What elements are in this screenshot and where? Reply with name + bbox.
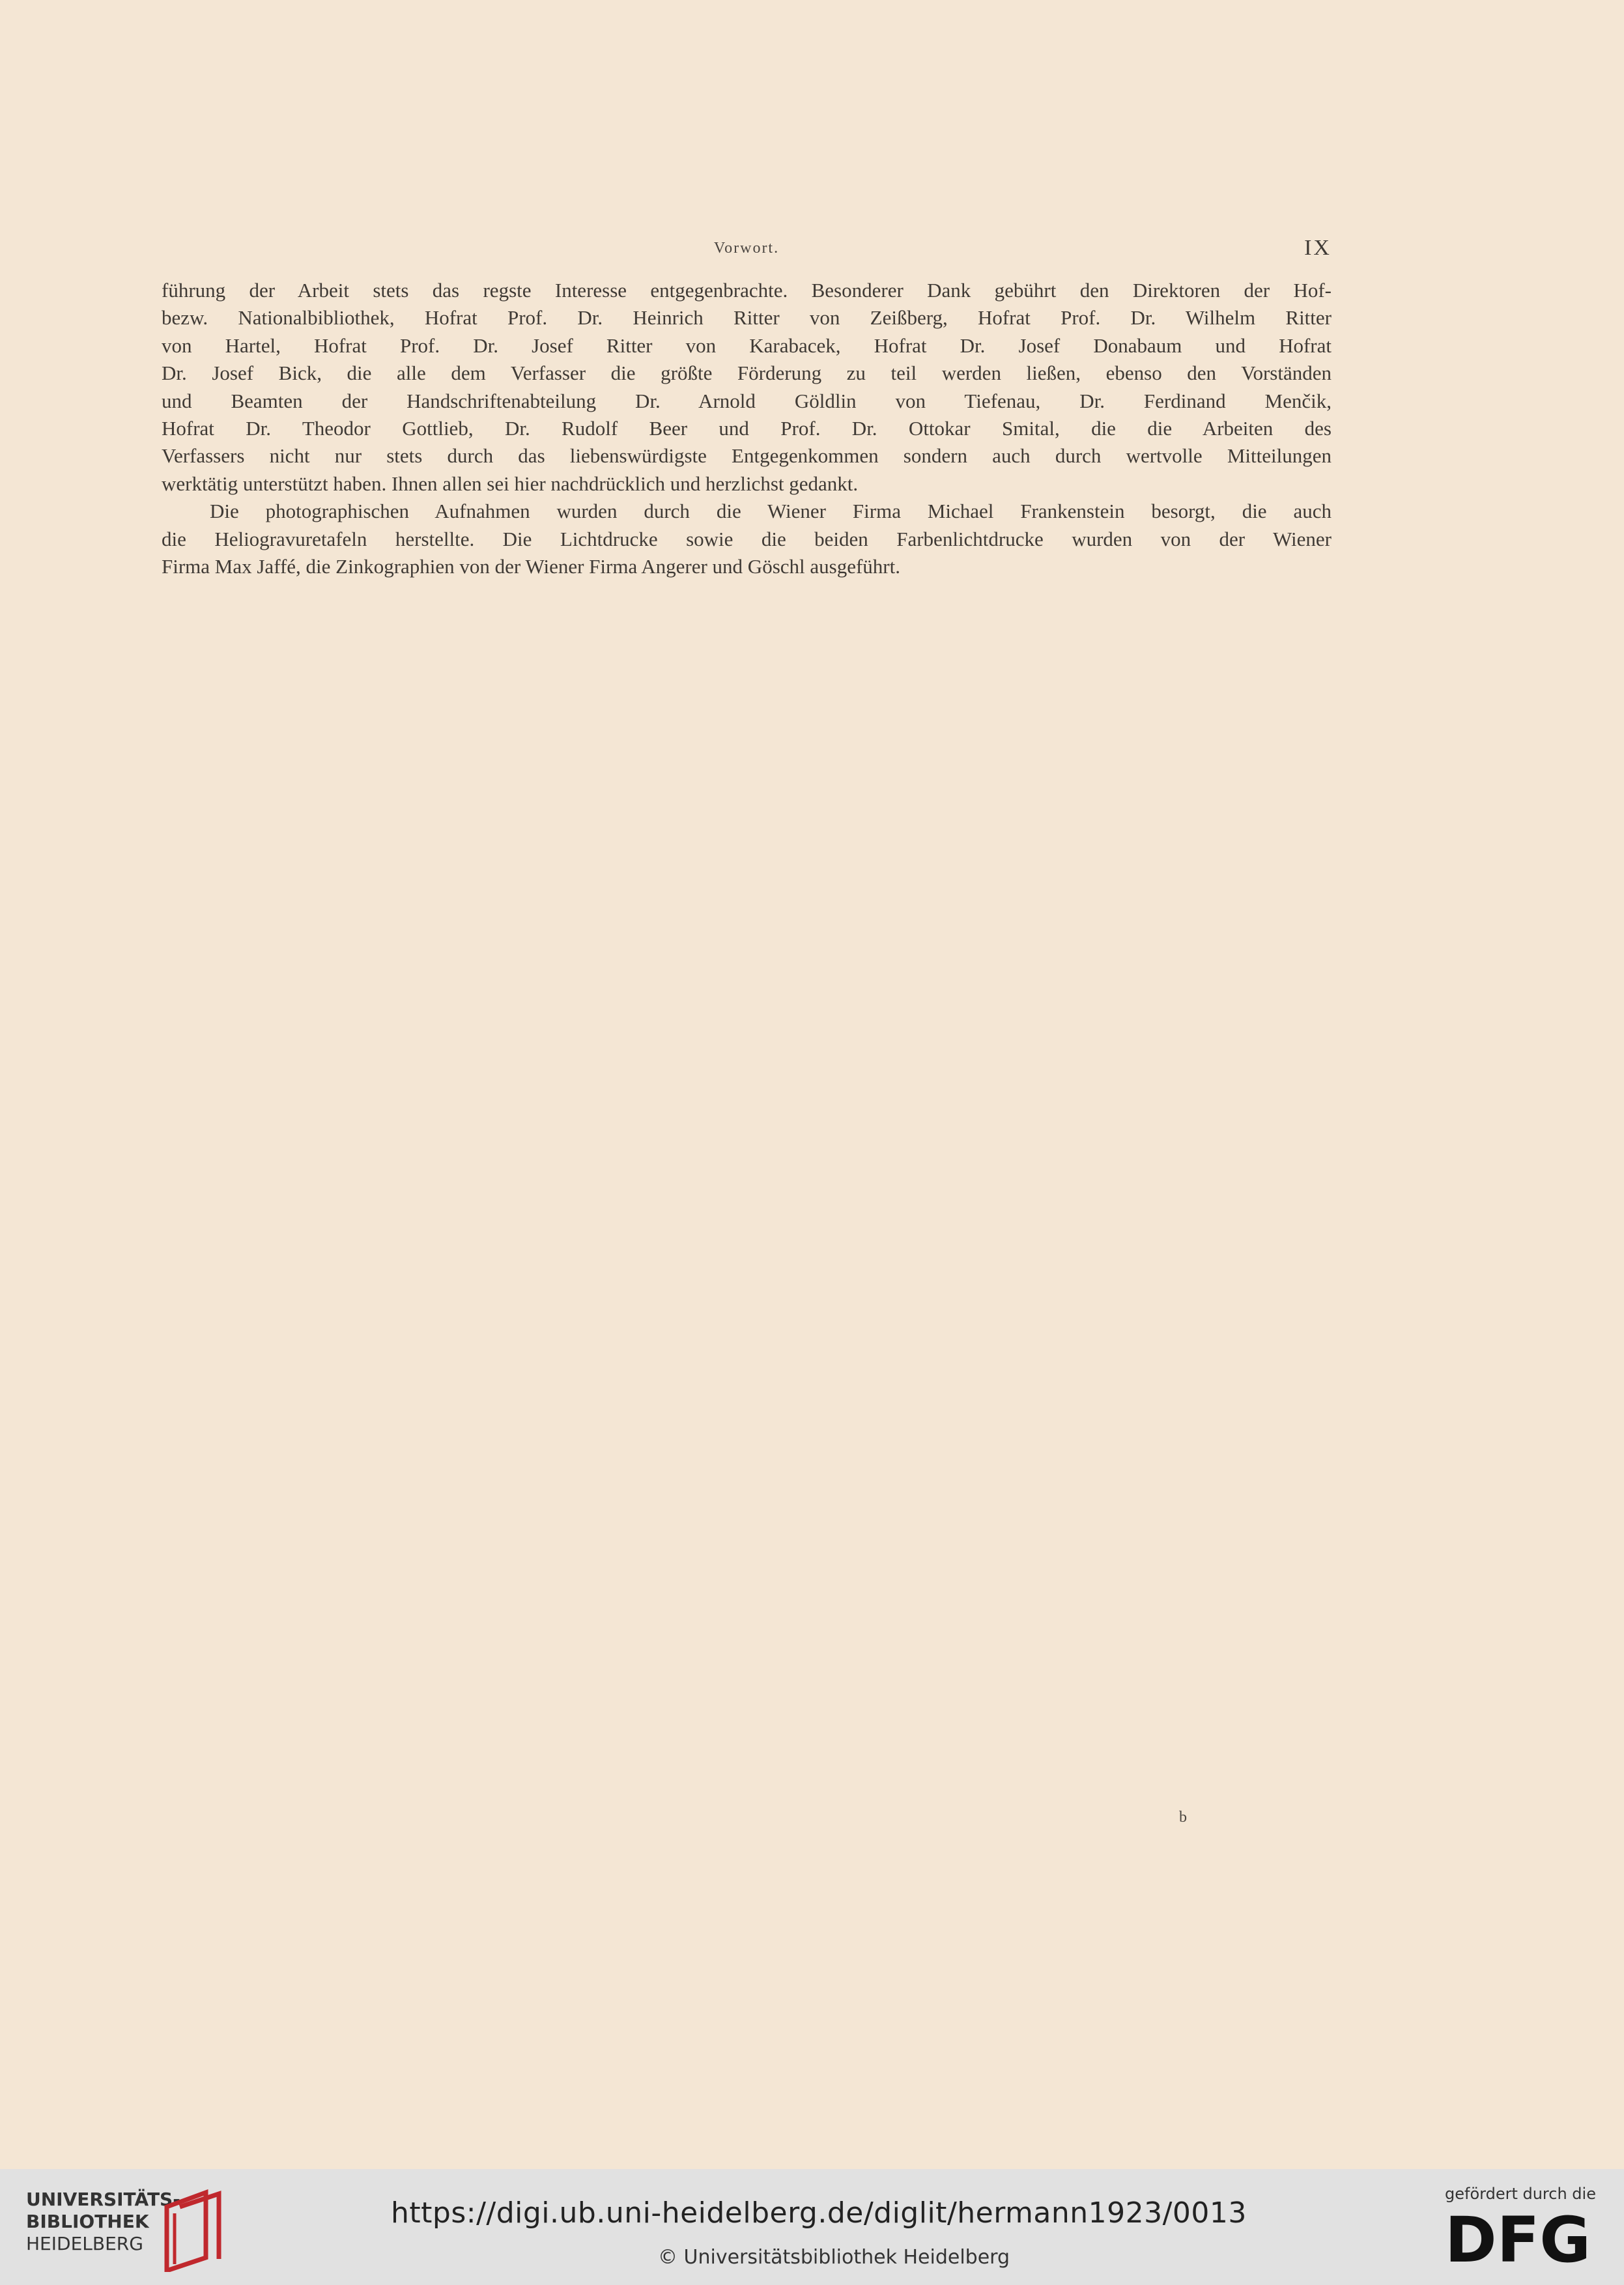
text-line: werktätig unterstützt haben. Ihnen allen sei hier nachdrücklich und herzlichst gedankt. [162, 472, 859, 495]
text-line: bezw. Nationalbibliothek, Hofrat Prof. Dr. Heinrich Ritter von Zeißberg, Hofrat Prof. Dr. Wilhelm Ritter [162, 306, 1332, 330]
footer-bar [0, 2169, 1624, 2285]
body-text [162, 277, 1332, 580]
text-line: von Hartel, Hofrat Prof. Dr. Josef Ritter von Karabacek, Hofrat Dr. Josef Donabaum und Hofrat [162, 334, 1332, 357]
library-name [26, 2189, 180, 2255]
library-name-line: BIBLIOTHEK [26, 2211, 149, 2232]
page-number: IX [1304, 236, 1332, 260]
signature-mark: b [1179, 1809, 1187, 1826]
text-line: Firma Max Jaffé, die Zinkographien von der Wiener Firma Angerer und Göschl ausgeführt. [162, 555, 900, 578]
text-line: die Heliogravuretafeln herstellte. Die Lichtdrucke sowie die beiden Farbenlichtdrucke wurden von der Wiener [162, 527, 1332, 550]
text-line: Verfassers nicht nur stets durch das liebenswürdigste Entgegenkommen sondern auch durch wertvolle Mitteilungen [162, 444, 1332, 468]
copyright-notice: © Universitätsbibliothek Heidelberg [658, 2246, 1010, 2269]
library-name-line: HEIDELBERG [26, 2233, 143, 2254]
paragraph-2 [162, 498, 1332, 580]
page-url-link[interactable]: https://digi.ub.uni-heidelberg.de/diglit/hermann1923/0013 [391, 2196, 1247, 2230]
dfg-logo-icon [1445, 2209, 1601, 2269]
text-line: Hofrat Dr. Theodor Gottlieb, Dr. Rudolf Beer und Prof. Dr. Ottokar Smital, die die Arbeiten des [162, 417, 1332, 440]
text-line: führung der Arbeit stets das regste Interesse entgegenbrachte. Besonderer Dank gebührt den Direktoren der Hof- [162, 279, 1332, 302]
running-head [162, 236, 1332, 268]
funding-label: gefördert durch die [1445, 2185, 1596, 2203]
paragraph-1 [162, 277, 1332, 498]
dfg-logo-text: DFG [1445, 2209, 1591, 2269]
text-line: Dr. Josef Bick, die alle dem Verfasser die größte Förderung zu teil werden ließen, ebenso den Vorständen [162, 362, 1332, 385]
library-logo-icon [160, 2187, 225, 2272]
text-line: Die photographischen Aufnahmen wurden durch die Wiener Firma Michael Frankenstein besorgt, die auch [210, 500, 1332, 523]
library-name-line: UNIVERSITÄTS- [26, 2189, 180, 2210]
text-line: und Beamten der Handschriftenabteilung Dr. Arnold Göldlin von Tiefenau, Dr. Ferdinand Menčik, [162, 389, 1332, 412]
running-head-title: Vorwort. [713, 240, 780, 257]
